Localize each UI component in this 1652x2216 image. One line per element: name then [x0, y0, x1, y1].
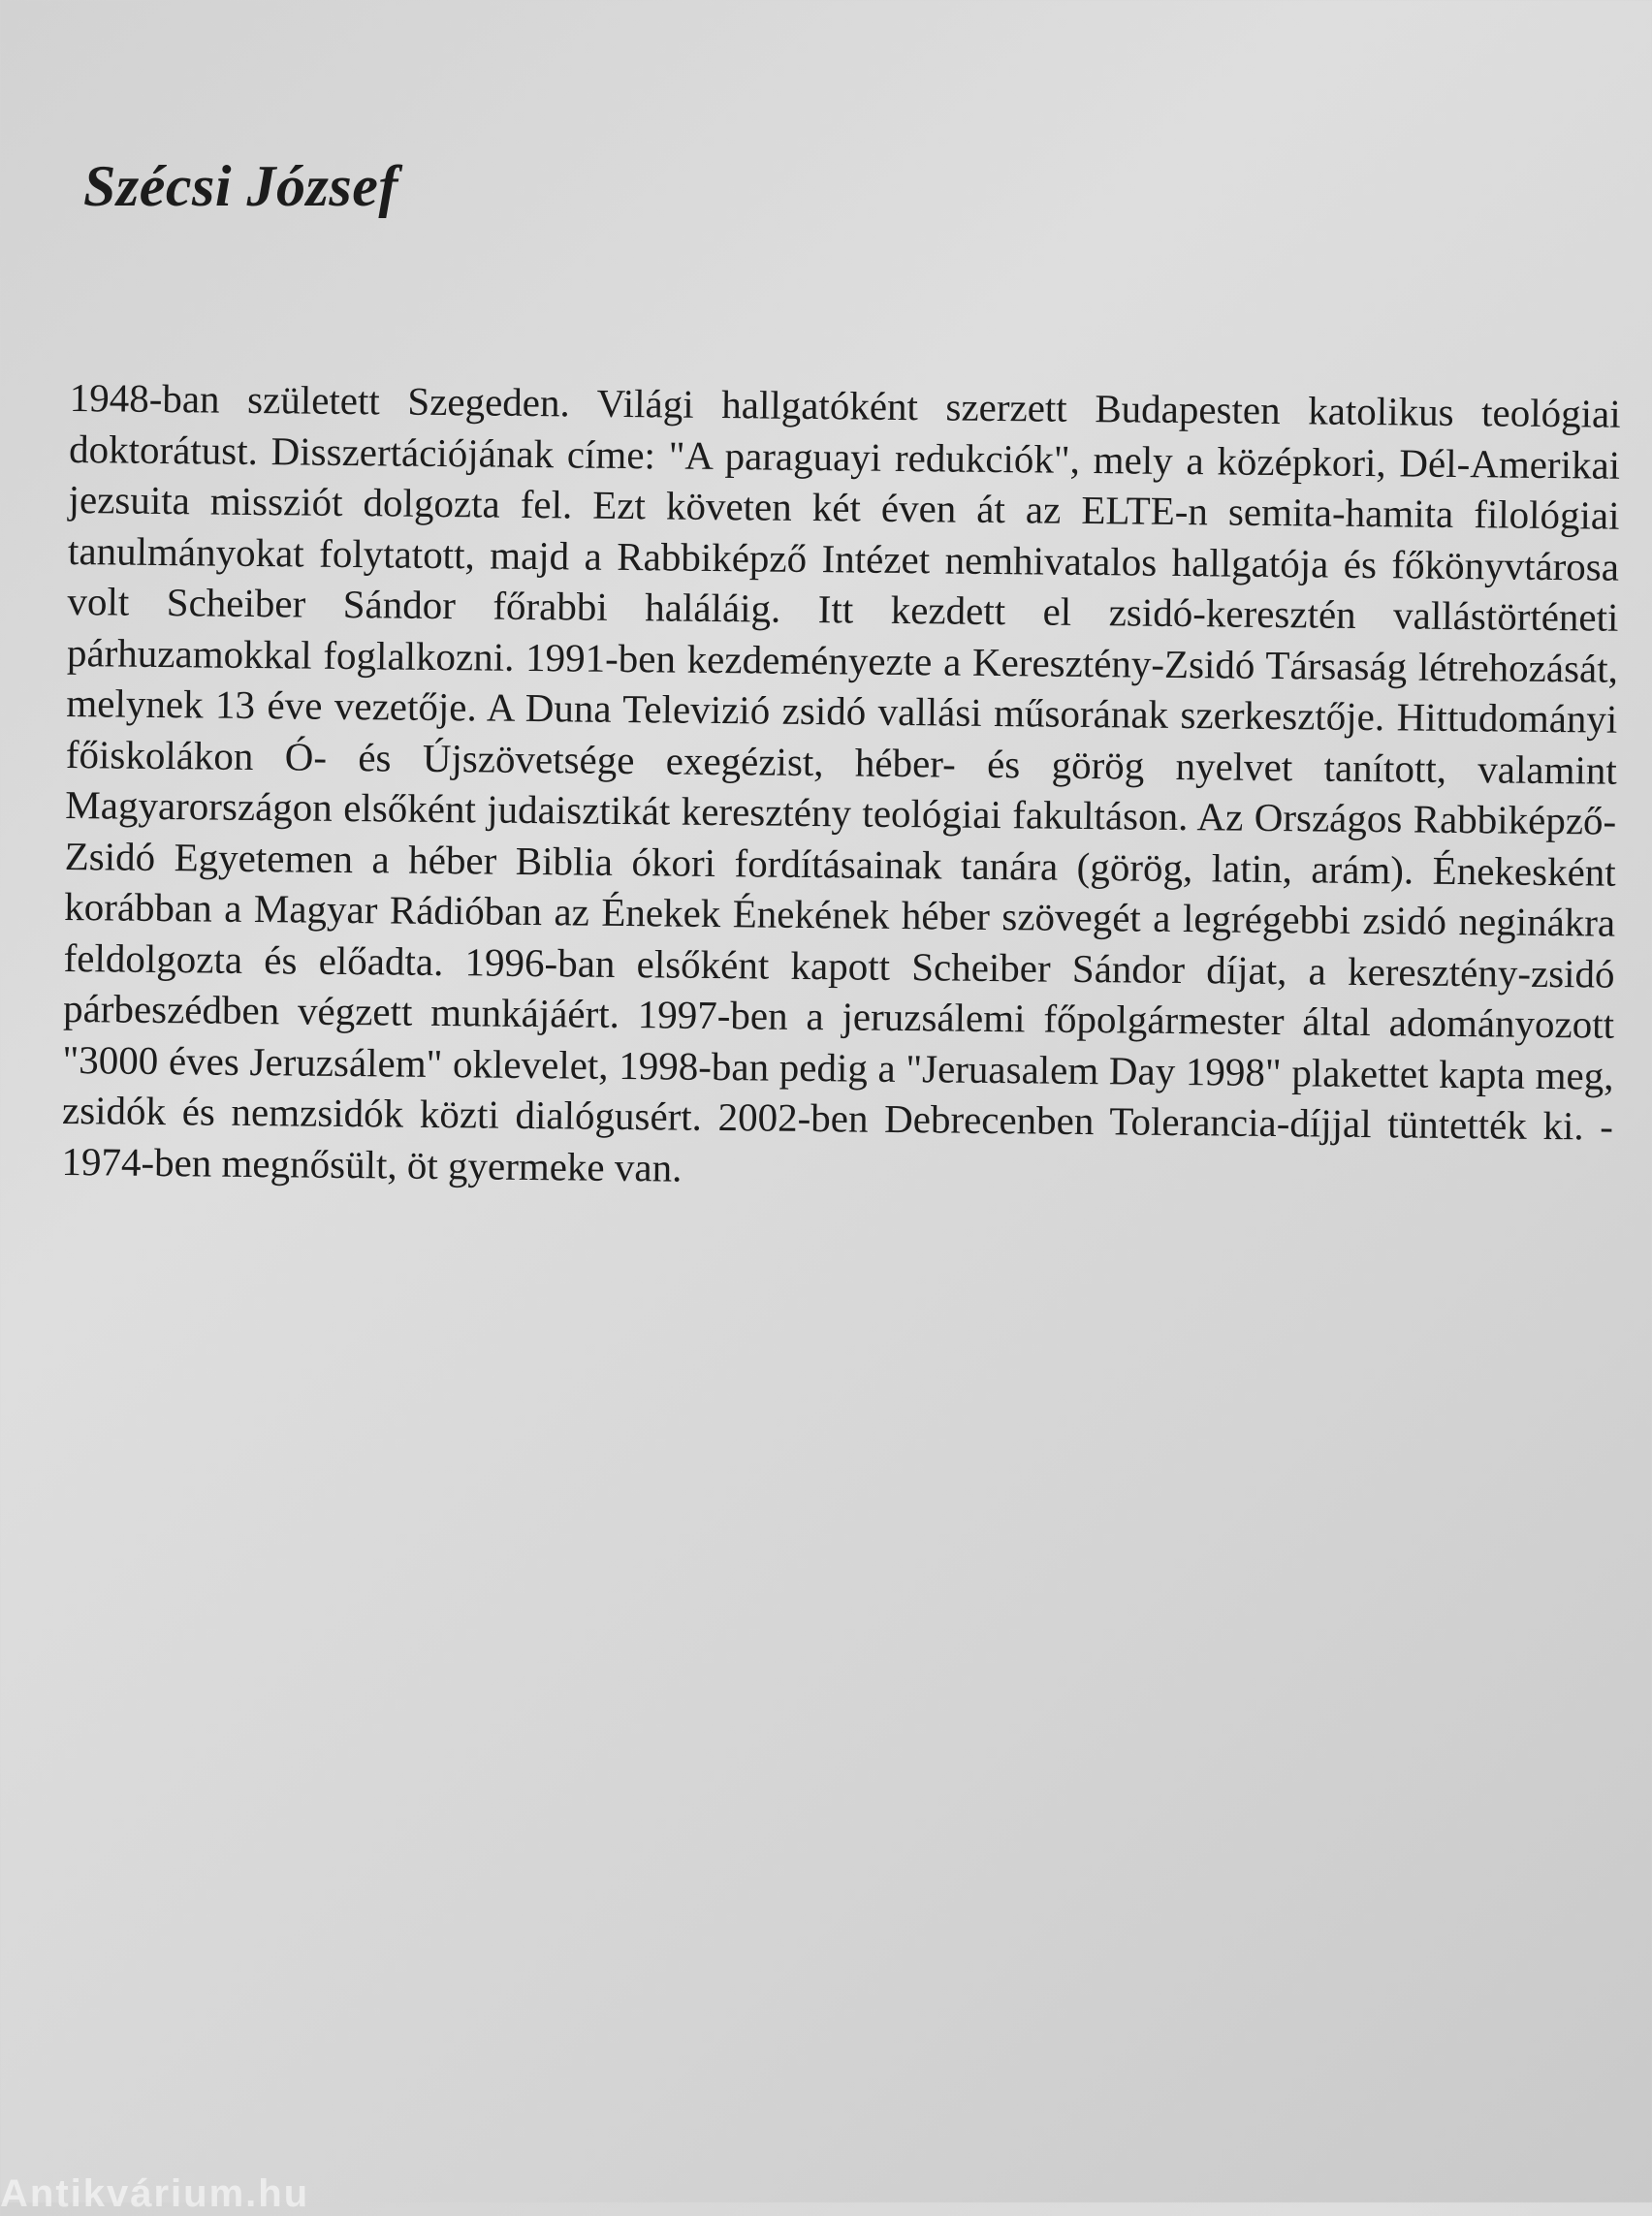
page-title: Szécsi József [83, 154, 398, 218]
biography-paragraph: 1948-ban született Szegeden. Világi hallgatóként szerzett Budapesten katolikus teológiai doktorátust. Disszertációjának címe: "A paraguayi redukciók", mely a középkori, Dél-Amerikai jezsuita missziót dolgozta fel. Ezt követen két éven át az ELTE-n semita-hamita filológiai tanulmányokat folytatott, majd a Rabbiképző Intézet nemhivatalos hallgatója és főkönyvtárosa volt Scheiber Sándor főrabbi haláláig. Itt kezdett el zsidó-keresztén vallástörténeti párhuzamokkal foglalkozni. 1991-ben kezdeményezte a Keresztény-Zsidó Társaság létrehozását, melynek 13 éve vezetője. A Duna Televizió zsidó vallási műsorának szerkesztője. Hittudományi főiskolákon Ó- és Újszövetsége exegézist, héber- és görög nyelvet tanított, valamint Magyarországon elsőként judaisztikát keresztény teológiai fakultáson. Az Országos Rabbiképző-Zsidó Egyetemen a héber Biblia ókori fordításainak tanára (görög, latin, arám). Énekesként korábban a Magyar Rádióban az Énekek Énekének héber szövegét a legrégebbi zsidó neginákra feldolgozta és előadta. 1996-ban elsőként kapott Scheiber Sándor díjat, a keresztény-zsidó párbeszédben végzett munkájáért. 1997-ben a jeruzsálemi főpolgármester által adományozott "3000 éves Jeruzsálem" oklevelet, 1998-ban pedig a "Jeruasalem Day 1998" plakettet kapta meg, zsidók és nemzsidók közti dialógusért. 2002-ben Debrecenben Tolerancia-díjjal tüntették ki. - 1974-ben megnősült, öt gyermeke van. [61, 374, 1621, 1190]
watermark: Antikvárium.hu [0, 2172, 310, 2215]
